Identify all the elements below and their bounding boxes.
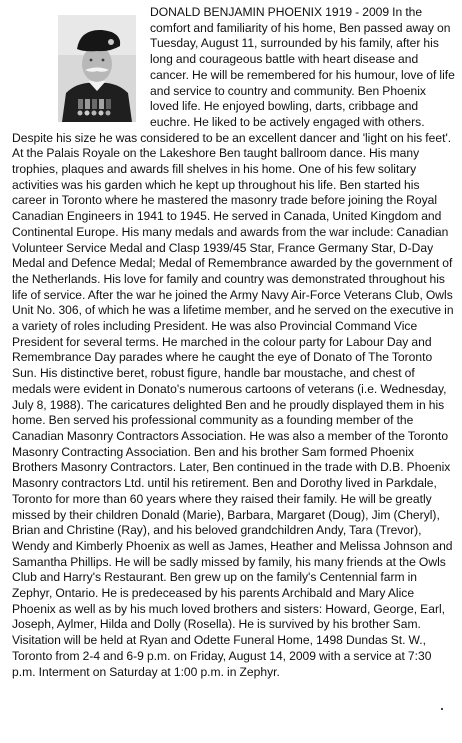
obituary-body-text: DONALD BENJAMIN PHOENIX 1919 - 2009 In the comfort and familiarity of his home, Ben passed away on Tuesday, August 11, surrounded by his family, after his long and courageous battle with heart disease and cancer. He will be remembered for his humour, love of life and service to country and community. Ben Phoenix loved life. He enjoyed bowling, darts, cribbage and euchre. He liked to be actively engaged with others. Despite his size he was considered to be an excellent dancer and 'light on his feet'. At the Palais Royale on the Lakeshore Ben taught ballroom dance. His many trophies, plaques and awards fill shelves in his home. One of his few solitary activities was his garden which he kept up throughout his life. Ben started his career in Toronto where he mastered the masonry trade before joining the Royal Canadian Engineers in 1941 to 1945. He served in Canada, United Kingdom and Continental Europe. His many medals and awards from the war include: Canadian Volunteer Service Medal and Clasp 1939/45 Star, France Germany Star, D-Day Medal and Defence Medal; Medal of Remembrance awarded by the government of the Netherlands. His love for family and country was demonstrated throughout his life of service. After the war he joined the Army Navy Air-Force Veterans Club, Owls Unit No. 306, of which he was a lifetime member, and he served on the executive in a variety of roles including President. He was also Provincial Command Vice President for several terms. He marched in the colour party for Labour Day and Remembrance Day parades where he caught the eye of Donato of The Toronto Sun. His distinctive beret, robust figure, handle bar moustache, and chest of medals were evident in Donato's numerous cartoons of veterans (i.e. Wednesday, July 8, 1988). The caricatures delighted Ben and he proudly displayed them in his home. Ben served his professional community as a founding member of the Canadian Masonry Contractors Association. He was also a member of the Toronto Masonry Contracting Association. Ben and his brother Sam formed Phoenix Brothers Masonry Contractors. Later, Ben continued in the trade with D.B. Phoenix Masonry contractors Ltd. until his retirement. Ben and Dorothy lived in Parkdale, Toronto for more than 60 years where they raised their family. He will be greatly missed by their children Donald (Marie), Barbara, Margaret (Doug), Jim (Cheryl), Brian and Christine (Ray), and his beloved grandchildren Andy, Tara (Trevor), Wendy and Kimberly Phoenix as well as James, Heather and Melissa Johnson and Samantha Phillips. He will be sadly missed by family, his many friends at the Owls Club and Harry's Restaurant. Ben grew up on the family's Centennial farm in Zephyr, Ontario. He is predeceased by his parents Archibald and Mary Alice Phoenix as well as by his much loved brothers and sisters: Howard, George, Earl, Joseph, Aylmer, Hilda and Dolly (Rosella). He is survived by his brother Sam. Visitation will be held at Ryan and Odette Funeral Home, 1498 Dundas St. W., Toronto from 2-4 and 6-9 p.m. on Friday, August 14, 2009 with a service at 7:30 p.m. Interment on Saturday at 1:00 p.m. in Zephyr. xyxy=(12,5,455,679)
print-speck xyxy=(441,708,443,710)
portrait-photo xyxy=(58,15,136,122)
veteran-portrait-image xyxy=(58,15,136,122)
